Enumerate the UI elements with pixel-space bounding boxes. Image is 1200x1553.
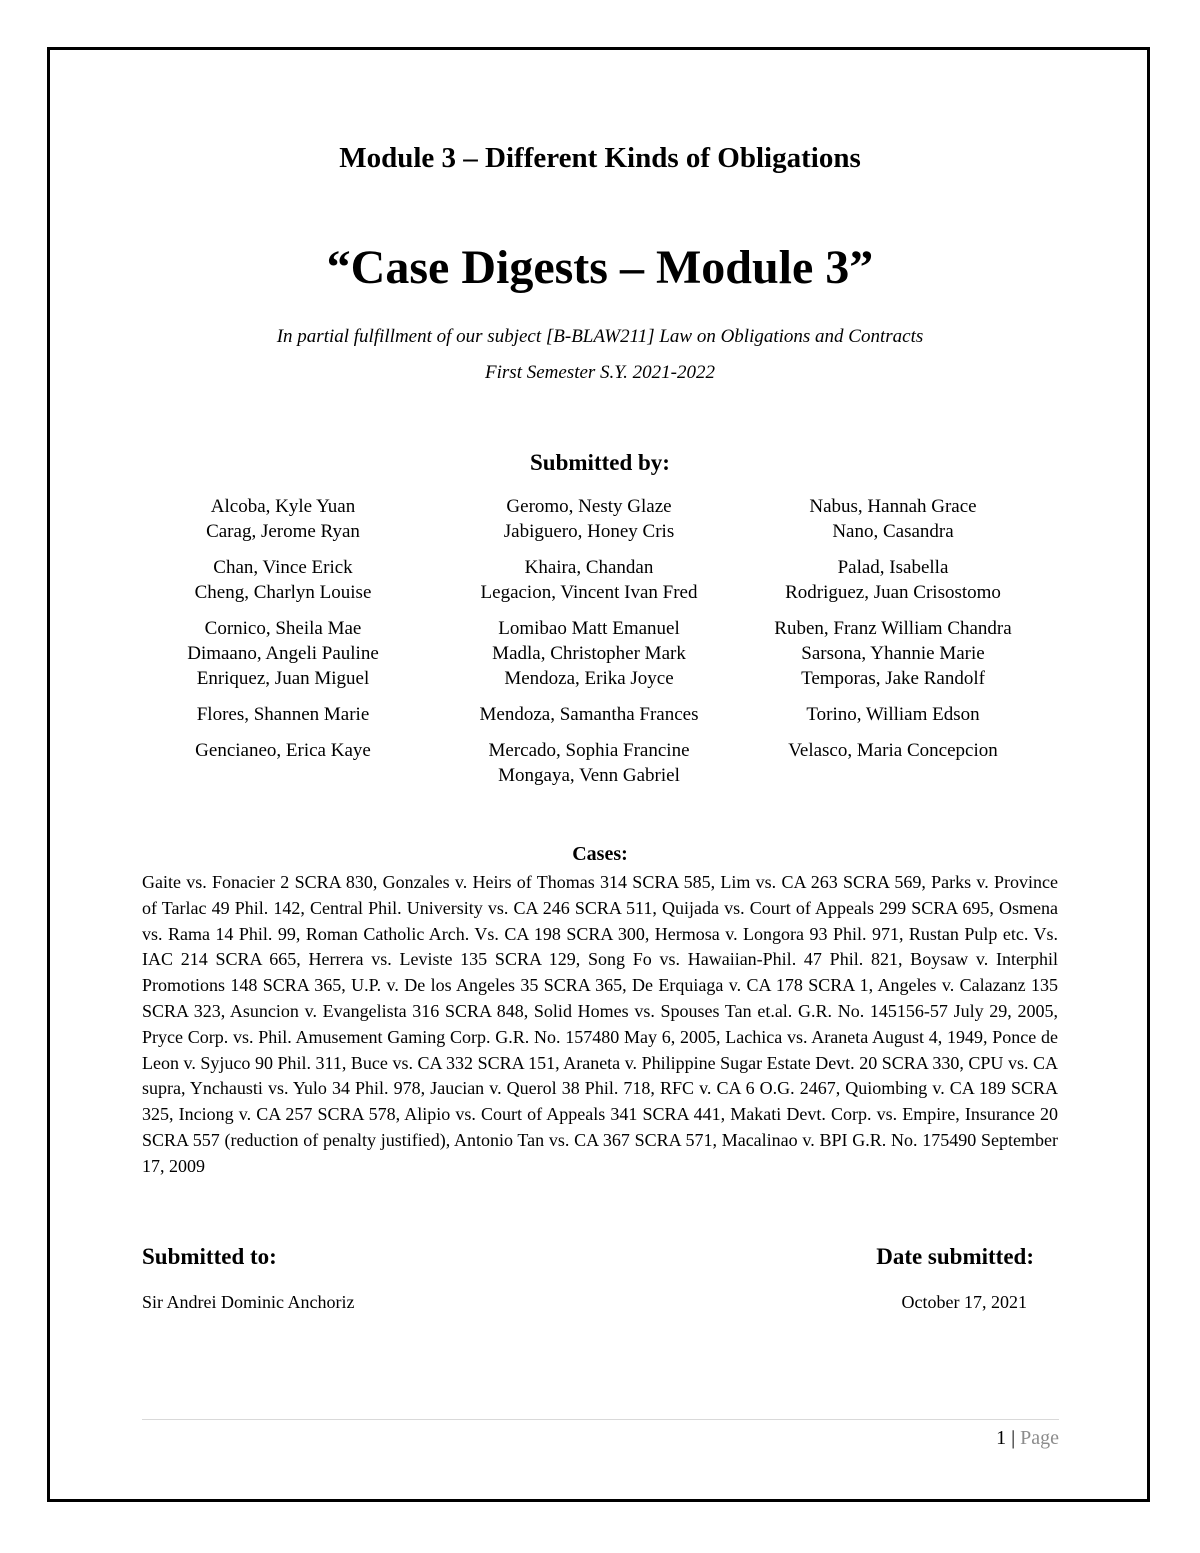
member-name: Geromo, Nesty Glaze xyxy=(506,496,672,517)
semester-line: First Semester S.Y. 2021-2022 xyxy=(485,362,715,383)
member-name: Cornico, Sheila Mae xyxy=(204,618,362,639)
member-name: Legacion, Vincent Ivan Fred xyxy=(480,582,698,603)
footer-divider xyxy=(142,1419,1059,1420)
page-footer xyxy=(996,1427,1059,1450)
member-name: Sarsona, Yhannie Marie xyxy=(801,643,985,664)
member-name: Ruben, Franz William Chandra xyxy=(774,618,1012,639)
member-name: Madla, Christopher Mark xyxy=(492,643,686,664)
member-name: Mongaya, Venn Gabriel xyxy=(498,765,680,786)
member-name: Enriquez, Juan Miguel xyxy=(196,668,370,689)
member-name: Mercado, Sophia Francine xyxy=(488,740,690,761)
cases-heading: Cases: xyxy=(572,843,628,865)
member-name: Dimaano, Angeli Pauline xyxy=(187,643,379,664)
member-name: Temporas, Jake Randolf xyxy=(801,668,985,689)
submitted-to-value: Sir Andrei Dominic Anchoriz xyxy=(142,1292,355,1312)
member-name: Chan, Vince Erick xyxy=(213,557,353,578)
member-name: Rodriguez, Juan Crisostomo xyxy=(785,582,1001,603)
fulfillment-line: In partial fulfillment of our subject [B-BLAW211] Law on Obligations and Contracts xyxy=(276,326,924,347)
member-name: Velasco, Maria Concepcion xyxy=(788,740,998,761)
member-group xyxy=(713,738,1073,763)
members-column-3 xyxy=(713,494,1073,774)
member-name: Gencianeo, Erica Kaye xyxy=(195,740,371,761)
submitted-by-heading: Submitted by: xyxy=(530,450,670,475)
member-name: Mendoza, Samantha Frances xyxy=(479,704,699,725)
page-separator: | xyxy=(1011,1427,1016,1449)
date-submitted-value: October 17, 2021 xyxy=(901,1292,1027,1312)
member-name: Torino, William Edson xyxy=(806,704,980,725)
member-name: Palad, Isabella xyxy=(837,557,949,578)
page-label: Page xyxy=(1020,1427,1059,1449)
main-title: “Case Digests – Module 3” xyxy=(326,241,874,294)
member-name: Mendoza, Erika Joyce xyxy=(504,668,674,689)
member-name: Nano, Casandra xyxy=(832,521,954,542)
page-number: 1 xyxy=(996,1427,1007,1449)
member-name: Jabiguero, Honey Cris xyxy=(503,521,675,542)
module-title: Module 3 – Different Kinds of Obligations xyxy=(339,142,861,174)
member-name: Cheng, Charlyn Louise xyxy=(194,582,372,603)
submitted-to-heading: Submitted to: xyxy=(142,1244,277,1269)
member-name: Flores, Shannen Marie xyxy=(196,704,370,725)
member-name: Khaira, Chandan xyxy=(524,557,654,578)
member-name: Nabus, Hannah Grace xyxy=(809,496,977,517)
cases-list: Gaite vs. Fonacier 2 SCRA 830, Gonzales v. Heirs of Thomas 314 SCRA 585, Lim vs. CA 263 SCRA 569, Parks v. Province of Tarlac 49 Phil. 142, Central Phil. University vs. CA 246 SCRA 511, Quijada vs. Court of Appeals 299 SCRA 695, Osmena vs. Rama 14 Phil. 99, Roman Catholic Arch. Vs. CA 198 SCRA 300, Hermosa v. Longora 93 Phil. 971, Rustan Pulp etc. Vs. IAC 214 SCRA 665, Herrera vs. Leviste 135 SCRA 129, Song Fo vs. Hawaiian-Phil. 47 Phil. 821, Boysaw v. Interphil Promotions 148 SCRA 365, U.P. v. De los Angeles 35 SCRA 365, De Erquiaga v. CA 178 SCRA 1, Angeles v. Calazanz 135 SCRA 323, Asuncion v. Evangelista 316 SCRA 848, Solid Homes vs. Spouses Tan et.al. G.R. No. 145156-57 July 29, 2005, Pryce Corp. vs. Phil. Amusement Gaming Corp. G.R. No. 157480 May 6, 2005, Lachica vs. Araneta August 4, 1949, Ponce de Leon v. Syjuco 90 Phil. 311, Buce vs. CA 332 SCRA 151, Araneta v. Philippine Sugar Estate Devt. 20 SCRA 330, CPU vs. CA supra, Ynchausti vs. Yulo 34 Phil. 978, Jaucian v. Querol 38 Phil. 718, RFC v. CA 6 O.G. 2467, Quiombing v. CA 189 SCRA 325, Inciong v. CA 257 SCRA 578, Alipio vs. Court of Appeals 341 SCRA 441, Makati Devt. Corp. vs. Empire, Insurance 20 SCRA 557 (reduction of penalty justified), Antonio Tan vs. CA 367 SCRA 571, Macalinao v. BPI G.R. No. 175490 September 17, 2009 xyxy=(142,872,1058,1176)
date-submitted-heading: Date submitted: xyxy=(876,1244,1034,1269)
member-group xyxy=(713,616,1073,691)
member-group xyxy=(713,555,1073,605)
member-name: Carag, Jerome Ryan xyxy=(206,521,360,542)
member-name: Lomibao Matt Emanuel xyxy=(498,618,680,639)
member-name: Alcoba, Kyle Yuan xyxy=(210,496,356,517)
member-group xyxy=(713,702,1073,727)
member-group xyxy=(713,494,1073,544)
